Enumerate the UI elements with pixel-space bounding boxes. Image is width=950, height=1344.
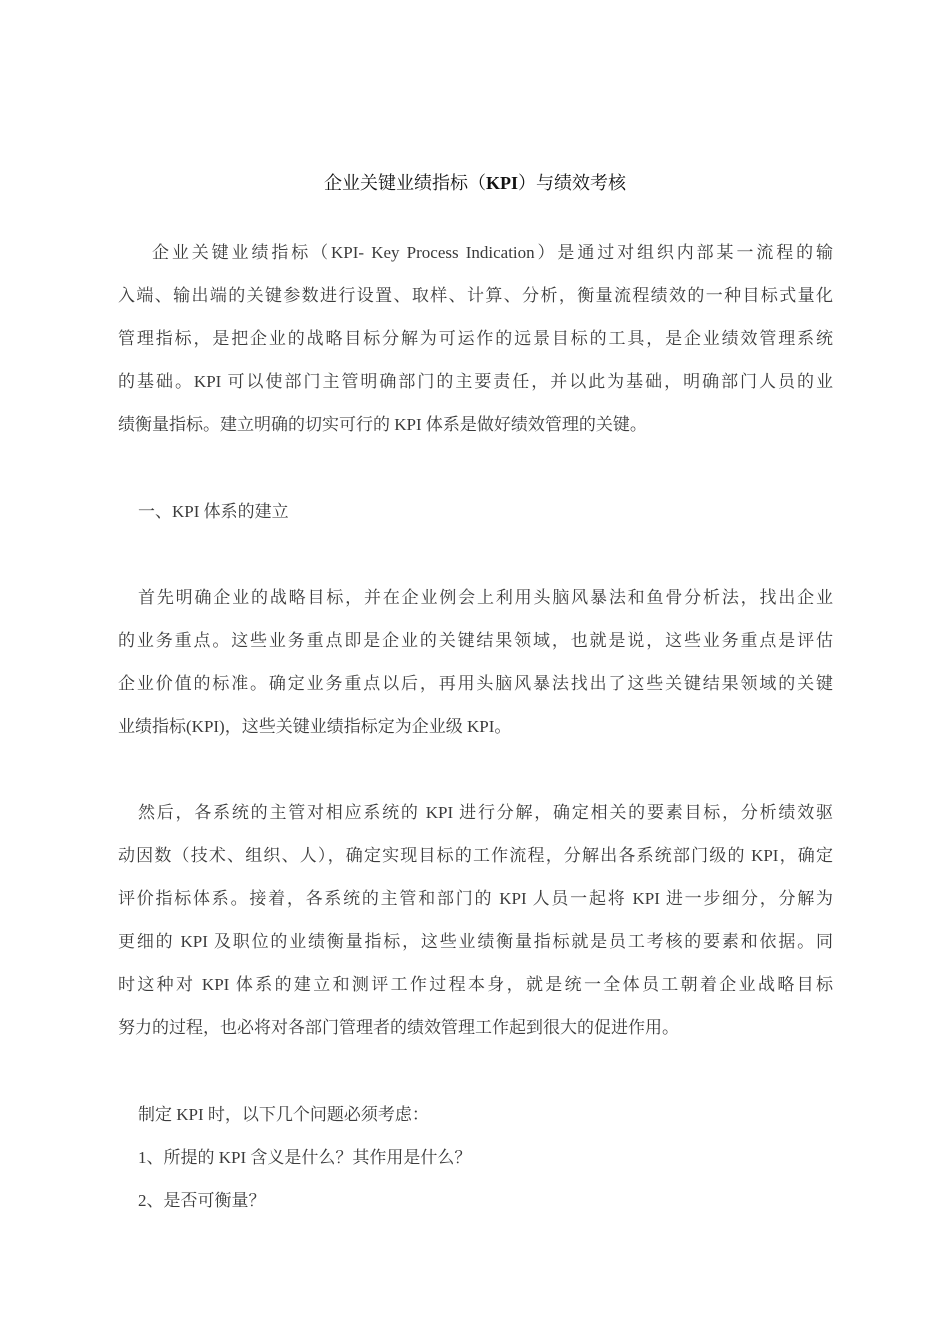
section1-paragraph-1 xyxy=(118,576,833,748)
paragraph-line: 业绩指标(KPI)，这些关键业绩指标定为企业级 KPI。 xyxy=(118,717,512,736)
paragraph-line: 动因数（技术、组织、人），确定实现目标的工作流程，分解出各系统部门级的 KPI，确定 xyxy=(118,846,833,865)
questions-intro: 制定 KPI 时，以下几个问题必须考虑： xyxy=(138,1105,429,1124)
question-item: 2、是否可衡量？ xyxy=(138,1191,266,1210)
intro-paragraph xyxy=(118,231,833,446)
paragraph-line: 更细的 KPI 及职位的业绩衡量指标，这些业绩衡量指标就是员工考核的要素和依据。同 xyxy=(118,932,833,951)
title-kpi-emphasis: KPI xyxy=(485,173,518,193)
paragraph-line: 的业务重点。这些业务重点即是企业的关键结果领域，也就是说，这些业务重点是评估 xyxy=(118,631,833,650)
intro-line: 企业关键业绩指标（KPI- Key Process Indication）是通过对组织内部某一流程的输 xyxy=(152,243,833,262)
paragraph-line: 首先明确企业的战略目标，并在企业例会上利用头脑风暴法和鱼骨分析法，找出企业 xyxy=(138,588,833,607)
paragraph-line: 然后，各系统的主管对相应系统的 KPI 进行分解，确定相关的要素目标，分析绩效驱 xyxy=(138,803,833,822)
intro-line: 入端、输出端的关键参数进行设置、取样、计算、分析，衡量流程绩效的一种目标式量化 xyxy=(118,286,833,305)
paragraph-line: 时这种对 KPI 体系的建立和测评工作过程本身，就是统一全体员工朝着企业战略目标 xyxy=(118,975,833,994)
intro-line: 的基础。KPI 可以使部门主管明确部门的主要责任，并以此为基础，明确部门人员的业 xyxy=(118,372,833,391)
intro-line: 绩衡量指标。建立明确的切实可行的 KPI 体系是做好绩效管理的关键。 xyxy=(118,415,647,434)
question-item: 1、所提的 KPI 含义是什么？其作用是什么？ xyxy=(138,1148,472,1167)
section-heading: 一、KPI 体系的建立 xyxy=(138,502,289,521)
paragraph-line: 企业价值的标准。确定业务重点以后，再用头脑风暴法找出了这些关键结果领域的关键 xyxy=(118,674,833,693)
document-title: 企业关键业绩指标（KPI）与绩效考核 xyxy=(323,173,626,193)
section1-paragraph-2 xyxy=(118,791,833,1049)
paragraph-line: 评价指标体系。接着，各系统的主管和部门的 KPI 人员一起将 KPI 进一步细分，分解为 xyxy=(118,889,833,908)
intro-line: 管理指标，是把企业的战略目标分解为可运作的远景目标的工具，是企业绩效管理系统 xyxy=(118,329,833,348)
paragraph-line: 努力的过程，也必将对各部门管理者的绩效管理工作起到很大的促进作用。 xyxy=(118,1018,679,1037)
